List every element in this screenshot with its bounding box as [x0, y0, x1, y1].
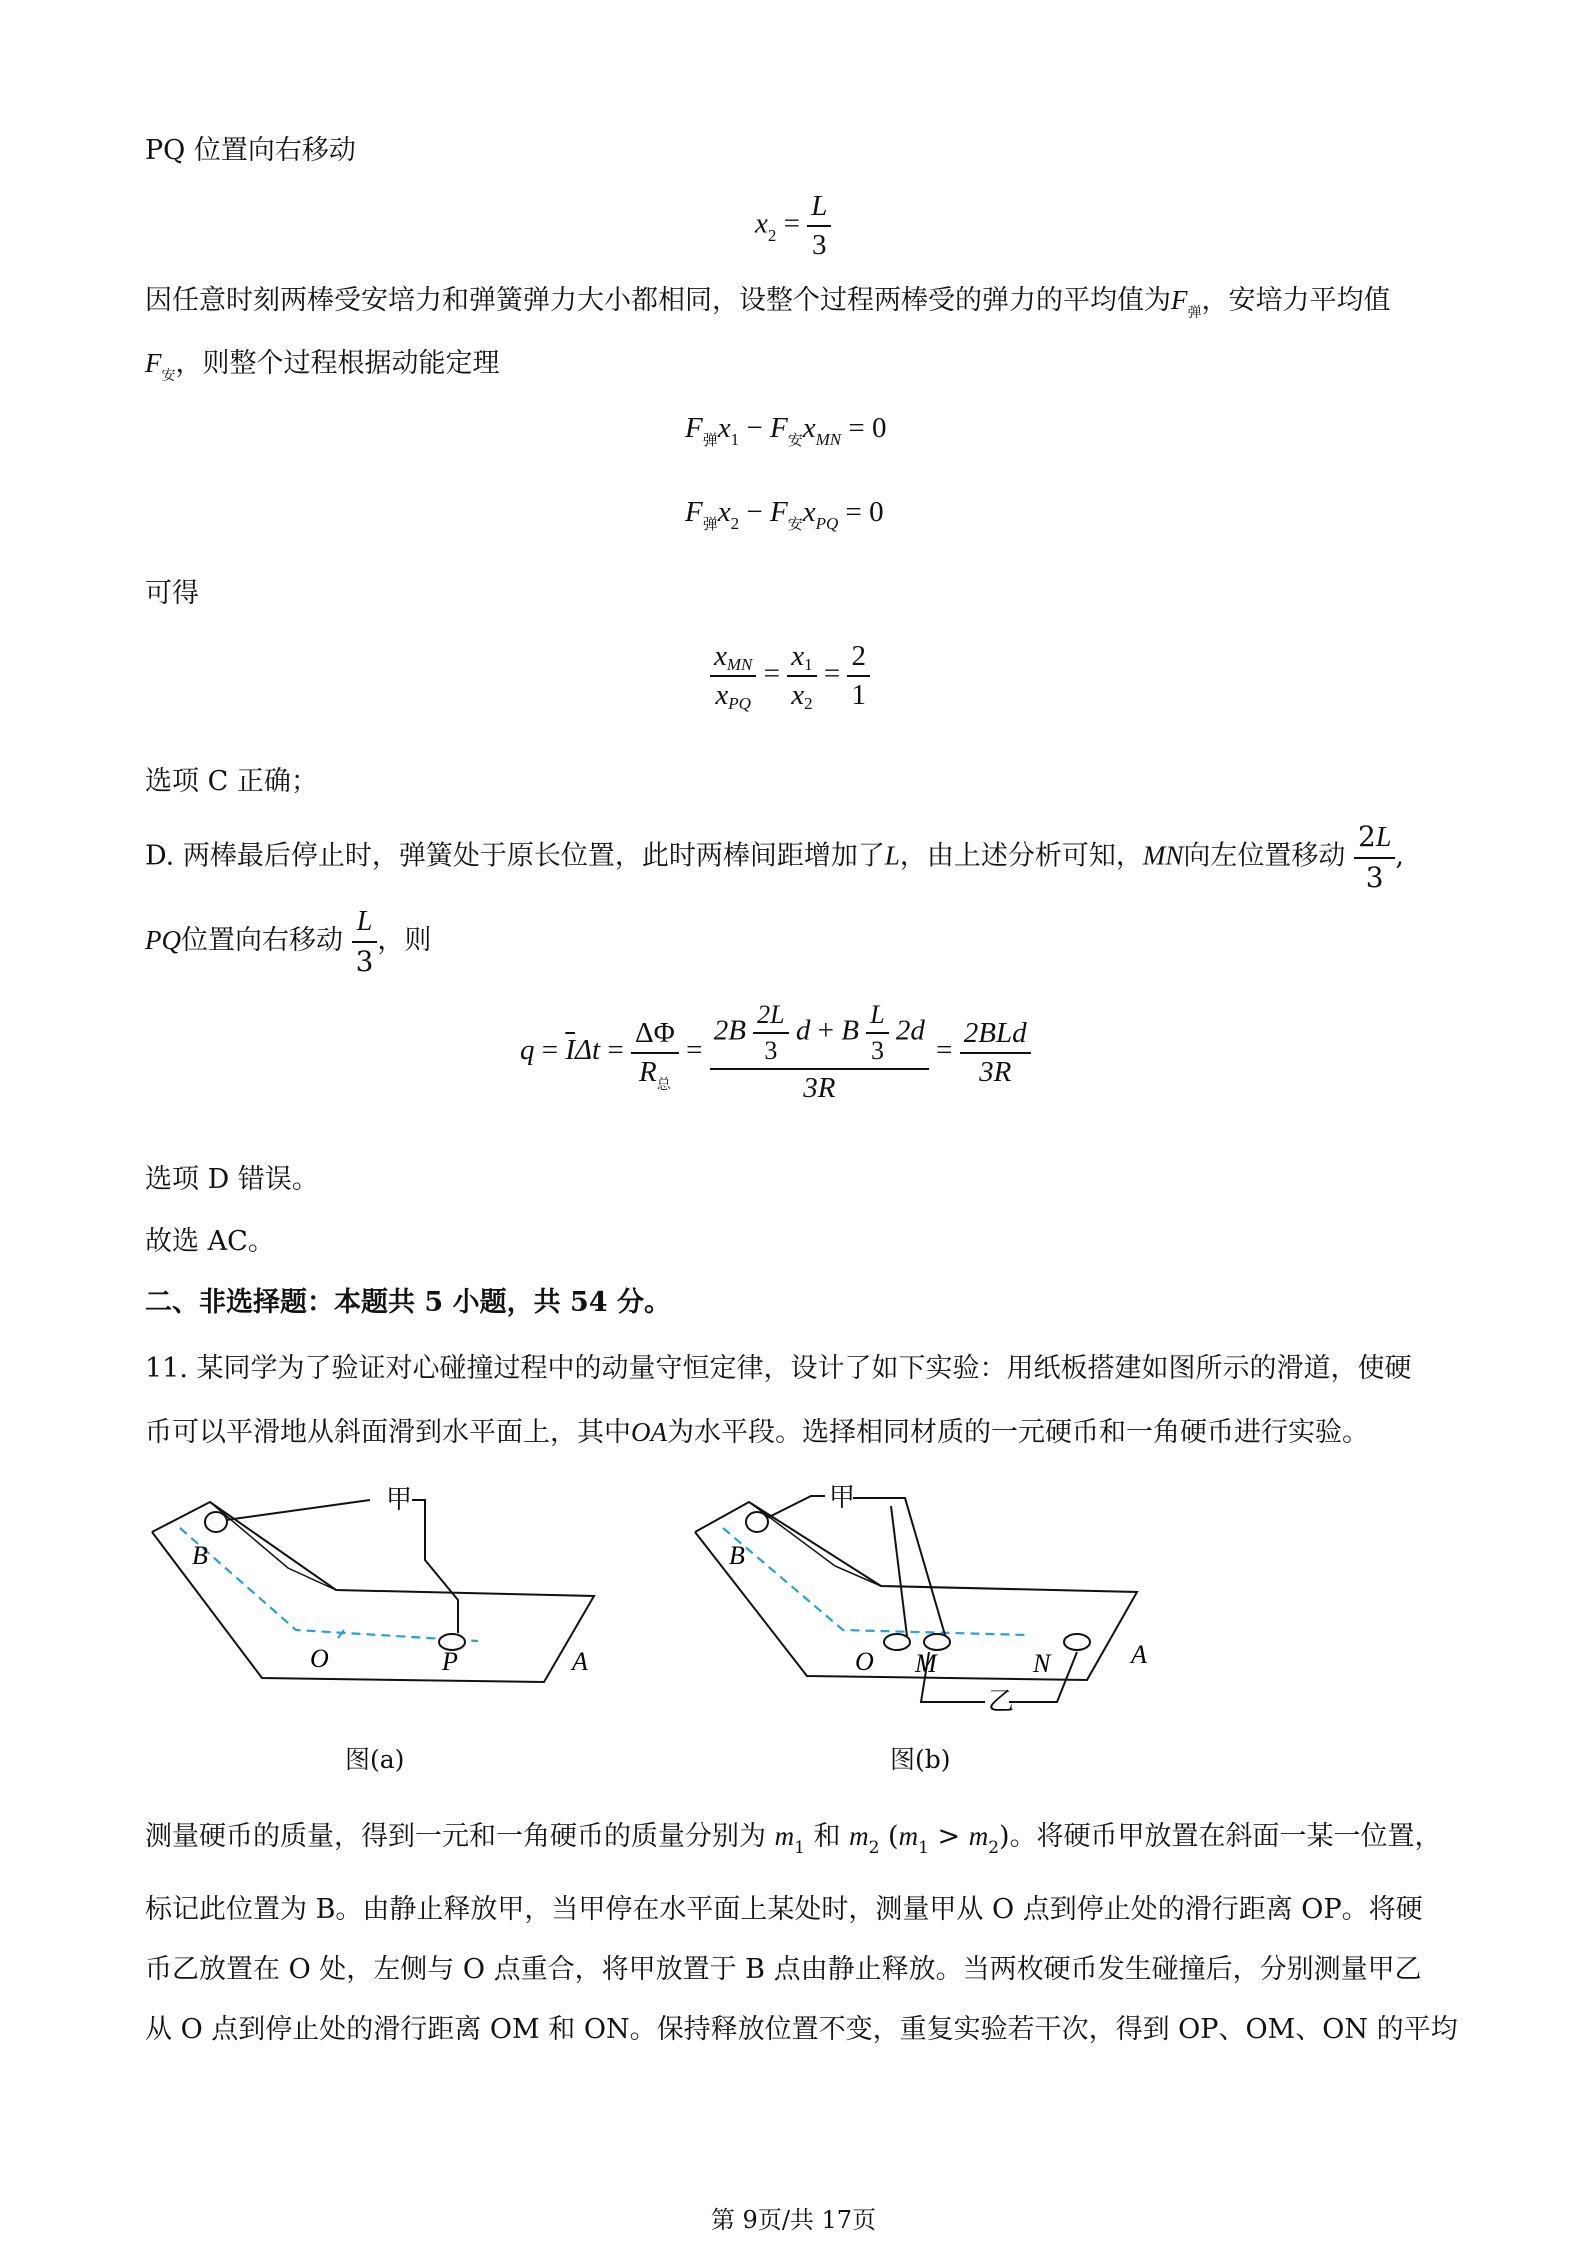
figure-b-label-m: M	[915, 1649, 937, 1678]
equation-ratio: $\frac{\text{xMN}}{\text{xPQ}}$ = $\frac{x1}{x2}$ = $\frac{2}{1}$	[710, 640, 870, 712]
equation-pq-work: $F_弹x_2 - F_安x_{PQ} = 0$	[685, 496, 884, 533]
figure-b-label-b: B	[729, 1541, 745, 1570]
page-footer: 第 9页/共 17页	[710, 2206, 877, 2234]
text-line-option-d-wrong: 选项 D 错误。	[145, 1164, 319, 1195]
paragraph-line-2: 标记此位置为 B。由静止释放甲，当甲停在水平面上某处时，测量甲从 O 点到停止处的滑行距离 OP。将硬	[145, 1894, 1423, 1925]
text-line-pq-move: PQ 位置向右移动	[145, 135, 356, 166]
figure-b-label-o: O	[855, 1647, 874, 1676]
figure-b-label-a: A	[1131, 1640, 1147, 1669]
equation-x2: $x_2$ = $\frac{L}{3}$	[755, 190, 831, 262]
figure-b-caption: 图(b)	[890, 1745, 951, 1774]
coin-jia-b-top	[746, 1512, 768, 1532]
text-line-force-intro: 因任意时刻两棒受安培力和弹簧弹力大小都相同，设整个过程两棒受的弹力的平均值为$F_弹$，安培力平均值	[145, 285, 1391, 321]
paragraph-line-4: 从 O 点到停止处的滑行距离 OM 和 ON。保持释放位置不变，重复实验若干次，得到 OP、OM、ON 的平均	[145, 2014, 1458, 2045]
coin-jia-a-top	[205, 1512, 227, 1532]
figure-b-label-jia: 甲	[829, 1483, 856, 1512]
coin-o	[884, 1634, 910, 1650]
question-11-line-1: 11. 某同学为了验证对心碰撞过程中的动量守恒定律，设计了如下实验：用纸板搭建如图所示的滑道，使硬	[145, 1353, 1412, 1384]
figure-a-label-b: B	[192, 1541, 208, 1570]
text-line-option-c: 选项 C 正确；	[145, 766, 318, 797]
figure-a-caption: 图(a)	[345, 1745, 405, 1774]
figure-b-label-yi: 乙	[988, 1687, 1015, 1716]
figure-b-label-n: N	[1033, 1649, 1051, 1678]
figure-a-label-p: P	[442, 1647, 458, 1676]
paragraph-line-1: 测量硬币的质量，得到一元和一角硬币的质量分别为 $m_1$ 和 $m_2$ $(m_1 > m_2)$。将硬币甲放置在斜面一某一位置，	[145, 1821, 1442, 1858]
text-line-answer: 故选 AC。	[145, 1226, 275, 1257]
paragraph-line-3: 币乙放置在 O 处，左侧与 O 点重合，将甲放置于 B 点由静止释放。当两枚硬币发生碰撞后，分别测量甲乙	[145, 1954, 1422, 1985]
figure-a-label-o: O	[310, 1644, 329, 1673]
equation-charge: $q = \overline{I}\Delta t$ = $\frac{\Delta\Phi}{R_总}$ = 2B $\frac{2L}{3}$ d + B $\frac{L}{3}$ 2d 3R = $\frac{\text{2BLd}}{3R}$	[520, 1000, 1031, 1105]
text-line-pq-move-2: PQ位置向右移动 $\frac{L}{3}$ ，则	[145, 906, 432, 978]
text-line-energy-theorem: $F_安$，则整个过程根据动能定理	[145, 348, 500, 384]
question-11-line-2: 币可以平滑地从斜面滑到水平面上，其中OA为水平段。选择相同材质的一元硬币和一角硬币进行实验。	[145, 1417, 1369, 1448]
text-line-option-d: D. 两棒最后停止时，弹簧处于原长位置，此时两棒间距增加了L，由上述分析可知，MN向左位置移动 $\frac{2L}{3}$ ,	[145, 820, 1404, 894]
coin-yi-n	[1064, 1634, 1090, 1650]
figure-a-label-jia: 甲	[386, 1485, 413, 1514]
figure-a-diagram	[140, 1470, 610, 1705]
coin-jia-b-m	[924, 1634, 950, 1650]
figure-a-label-a: A	[572, 1647, 588, 1676]
section-heading: 二、非选择题：本题共 5 小题，共 54 分。	[145, 1287, 671, 1318]
text-line-result: 可得	[145, 578, 199, 609]
figure-b-diagram	[685, 1470, 1165, 1720]
equation-mn-work: $F_弹x_1 - F_安x_{MN} = 0$	[685, 412, 887, 449]
